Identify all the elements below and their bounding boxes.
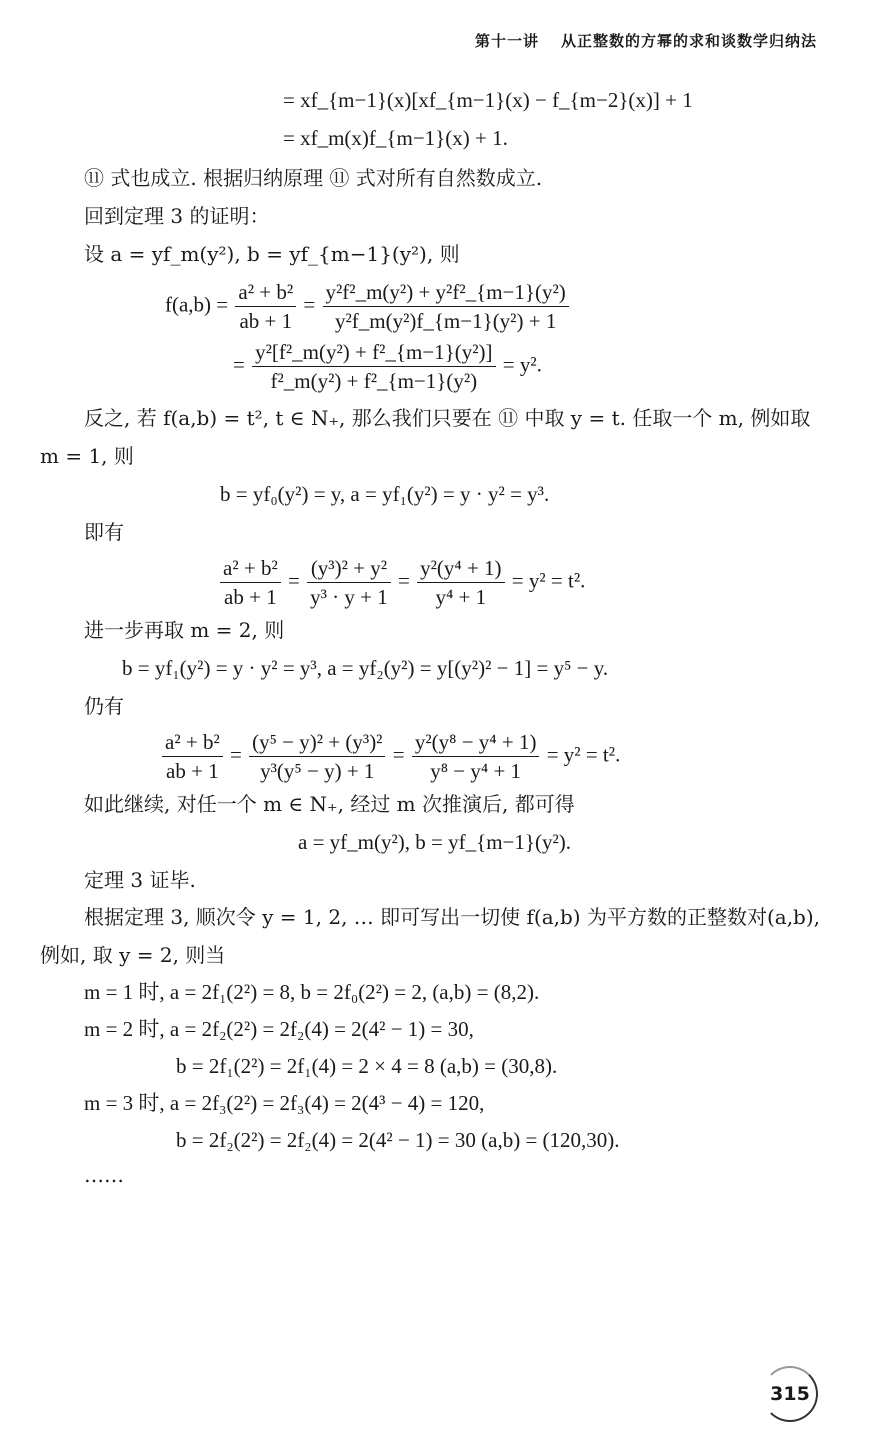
numerator: a² + b²	[220, 556, 281, 583]
numerator: y²(y⁴ + 1)	[417, 556, 504, 583]
denominator: y³(y⁵ − y) + 1	[260, 759, 375, 784]
paragraph: 定理 3 证毕.	[84, 868, 196, 892]
denominator: y⁴ + 1	[435, 585, 487, 610]
equation-line: m = 1 时, a = 2f₁(2²) = 8, b = 2f₀(2²) = 2, (a,b) = (8,2).	[84, 980, 540, 1004]
denominator: ab + 1	[224, 585, 277, 610]
equation-block	[160, 730, 620, 783]
fraction	[249, 730, 385, 783]
fraction	[417, 556, 504, 609]
fraction	[220, 556, 281, 609]
eq-text: =	[233, 352, 245, 377]
equation-line: = xf_m(x)f_{m−1}(x) + 1.	[283, 126, 508, 150]
fraction	[252, 340, 495, 393]
fraction	[162, 730, 223, 783]
denominator: ab + 1	[239, 309, 293, 334]
eq-text: = y² = t².	[546, 742, 621, 767]
eq-text: =	[303, 292, 316, 317]
eq-text: =	[288, 568, 300, 593]
fraction	[235, 280, 296, 333]
paragraph: 例如, 取 y = 2, 则当	[40, 943, 226, 967]
denominator: ab + 1	[166, 759, 219, 784]
equation-block	[233, 340, 542, 393]
equation-block	[165, 280, 571, 333]
equation-line: a = yf_m(y²), b = yf_{m−1}(y²).	[298, 830, 571, 854]
fraction	[412, 730, 540, 783]
equation-line: m = 2 时, a = 2f₂(2²) = 2f₂(4) = 2(4² − 1) = 30,	[84, 1017, 474, 1041]
equation-line: b = 2f₂(2²) = 2f₂(4) = 2(4² − 1) = 30 (a,b) = (120,30).	[176, 1128, 620, 1152]
numerator: a² + b²	[235, 280, 296, 307]
paragraph: 进一步再取 m = 2, 则	[84, 618, 285, 642]
running-header	[475, 30, 817, 51]
eq-text: =	[230, 742, 242, 767]
numerator: (y³)² + y²	[307, 556, 391, 583]
paragraph: 仍有	[84, 694, 124, 718]
equation-block	[218, 556, 585, 609]
paragraph: 回到定理 3 的证明：	[84, 204, 270, 228]
equation-line: b = yf₀(y²) = y, a = yf₁(y²) = y · y² = y³.	[220, 482, 550, 506]
denominator: y²f_m(y²)f_{m−1}(y²) + 1	[334, 309, 557, 334]
denominator: f²_m(y²) + f²_{m−1}(y²)	[270, 369, 478, 394]
paragraph: 设 a = yf_m(y²), b = yf_{m−1}(y²), 则	[84, 242, 460, 266]
eq-text: = y².	[502, 352, 542, 377]
numerator: a² + b²	[162, 730, 223, 757]
paragraph: ⑪ 式也成立. 根据归纳原理 ⑪ 式对所有自然数成立.	[84, 166, 543, 190]
eq-text: = y² = t².	[511, 568, 586, 593]
denominator: y³ · y + 1	[310, 585, 388, 610]
numerator: y²f²_m(y²) + y²f²_{m−1}(y²)	[323, 280, 569, 307]
paragraph: m = 1, 则	[40, 444, 134, 468]
denominator: y⁸ − y⁴ + 1	[430, 759, 522, 784]
paragraph: 根据定理 3, 顺次令 y = 1, 2, … 即可写出一切使 f(a,b) 为平方数的正整数对(a,b),	[84, 905, 821, 929]
numerator: y²(y⁸ − y⁴ + 1)	[412, 730, 540, 757]
paragraph: 反之, 若 f(a,b) = t², t ∈ N₊, 那么我们只要在 ⑪ 中取 y = t. 任取一个 m, 例如取	[84, 406, 811, 430]
eq-text: f(a,b) =	[165, 292, 229, 317]
eq-text: =	[398, 568, 410, 593]
eq-text: =	[392, 742, 405, 767]
fraction	[323, 280, 569, 333]
equation-line: = xf_{m−1}(x)[xf_{m−1}(x) − f_{m−2}(x)] + 1	[283, 88, 693, 112]
chapter-label: 第十一讲	[474, 32, 539, 50]
numerator: (y⁵ − y)² + (y³)²	[249, 730, 385, 757]
numerator: y²[f²_m(y²) + f²_{m−1}(y²)]	[252, 340, 495, 367]
chapter-title: 从正整数的方幂的求和谈数学归纳法	[560, 32, 817, 50]
equation-line: b = yf₁(y²) = y · y² = y³, a = yf₂(y²) = y[(y²)² − 1] = y⁵ − y.	[122, 656, 609, 680]
equation-line: b = 2f₁(2²) = 2f₁(4) = 2 × 4 = 8 (a,b) = (30,8).	[176, 1054, 558, 1078]
paragraph: 如此继续, 对任一个 m ∈ N₊, 经过 m 次推演后, 都可得	[84, 792, 575, 816]
equation-line: m = 3 时, a = 2f₃(2²) = 2f₃(4) = 2(4³ − 4) = 120,	[84, 1091, 485, 1115]
page-number: 315	[762, 1366, 818, 1422]
paragraph: 即有	[84, 520, 124, 544]
ellipsis: ……	[84, 1163, 124, 1187]
fraction	[307, 556, 391, 609]
